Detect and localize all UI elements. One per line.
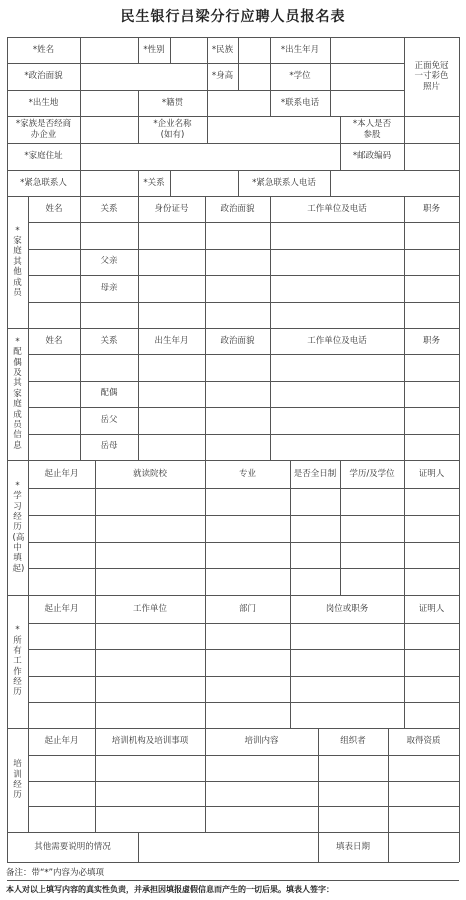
family-cell[interactable] (205, 222, 270, 249)
family-cell[interactable] (404, 275, 459, 302)
work-cell[interactable] (28, 676, 95, 702)
spouse-header-1: 关系 (100, 335, 118, 346)
height-label: *身高 (211, 71, 234, 82)
spouse-section-label-text: *配偶及其家庭成员信息 (13, 337, 22, 451)
spouse-header-5: 职务 (422, 335, 440, 346)
shareholding-label: *本人是否 参股 (352, 118, 392, 140)
grid-line (7, 880, 459, 881)
spouse-cell[interactable] (270, 381, 404, 408)
work-cell[interactable] (404, 702, 459, 728)
education-header-3: 是否全日制 (293, 468, 337, 479)
ethnicity-field[interactable] (238, 37, 270, 63)
family-cell[interactable] (404, 222, 459, 249)
relation-field[interactable] (170, 170, 238, 196)
work-cell[interactable] (404, 676, 459, 702)
work-cell[interactable] (28, 702, 95, 728)
hukou-field[interactable] (207, 90, 270, 116)
spouse-cell[interactable] (205, 354, 270, 381)
work-cell[interactable] (290, 676, 404, 702)
training-cell[interactable] (205, 806, 318, 832)
family-cell[interactable] (138, 249, 205, 276)
family-business-label: *家族是否经商 办企业 (15, 118, 72, 140)
training-header-4: 取得资质 (406, 736, 441, 747)
education-header-2: 专业 (238, 468, 256, 479)
family-relation-1: 父亲 (100, 256, 118, 267)
birth-label: *出生年月 (280, 44, 320, 55)
required-note: 备注：带“*”内容为必填项 (6, 868, 105, 878)
spouse-cell[interactable] (80, 354, 138, 381)
training-cell[interactable] (28, 781, 95, 807)
spouse-cell[interactable] (404, 434, 459, 461)
grid-line (138, 90, 139, 116)
spouse-cell[interactable] (270, 354, 404, 381)
phone-label: *联系电话 (280, 97, 320, 108)
family-cell[interactable] (80, 222, 138, 249)
work-section-label (7, 595, 28, 728)
fill-date-field[interactable] (388, 832, 459, 862)
training-cell[interactable] (28, 755, 95, 781)
work-cell[interactable] (205, 623, 290, 649)
political-label: *政治面貌 (24, 71, 63, 82)
postcode-label: *邮政编码 (352, 151, 392, 162)
family-cell[interactable] (138, 302, 205, 329)
education-cell[interactable] (404, 568, 459, 595)
spouse-cell[interactable] (28, 434, 80, 461)
spouse-cell[interactable] (404, 407, 459, 434)
family-relation-2: 母亲 (100, 282, 118, 293)
work-cell[interactable] (205, 649, 290, 675)
spouse-cell[interactable] (205, 381, 270, 408)
education-cell[interactable] (95, 488, 205, 515)
education-cell[interactable] (95, 542, 205, 569)
education-cell[interactable] (28, 488, 95, 515)
work-cell[interactable] (290, 649, 404, 675)
address-field[interactable] (80, 143, 340, 170)
family-cell[interactable] (404, 302, 459, 329)
education-cell[interactable] (205, 542, 290, 569)
grid-line (459, 196, 460, 328)
family-cell[interactable] (270, 222, 404, 249)
family-business-field[interactable] (80, 116, 138, 143)
education-cell[interactable] (290, 568, 340, 595)
grid-line (340, 143, 341, 170)
training-header-1: 培训机构及培训事项 (111, 736, 189, 747)
education-section-label-text: *学习经历(高中填起) (12, 480, 25, 574)
spouse-header-4: 工作单位及电话 (307, 335, 367, 346)
company-name-label: *企业名称 (如有) (153, 118, 192, 140)
family-header-4: 工作单位及电话 (307, 203, 367, 214)
education-cell[interactable] (28, 515, 95, 542)
family-cell[interactable] (270, 249, 404, 276)
education-header-1: 就读院校 (132, 468, 167, 479)
education-header-0: 起止年月 (44, 468, 79, 479)
family-header-2: 身份证号 (154, 203, 189, 214)
spouse-cell[interactable] (28, 381, 80, 408)
training-cell[interactable] (205, 755, 318, 781)
family-cell[interactable] (28, 222, 80, 249)
spouse-header-2: 出生年月 (154, 335, 189, 346)
education-cell[interactable] (290, 542, 340, 569)
work-cell[interactable] (205, 676, 290, 702)
work-cell[interactable] (205, 702, 290, 728)
training-cell[interactable] (318, 755, 388, 781)
spouse-relation-3: 岳母 (100, 441, 118, 452)
grid-line (138, 37, 139, 63)
photo-placeholder: 正面免冠 一寸彩色 照片 (414, 60, 449, 92)
grid-line (459, 595, 460, 728)
work-header-2: 部门 (238, 603, 256, 614)
education-cell[interactable] (404, 488, 459, 515)
political-field[interactable] (80, 63, 207, 90)
grid-line (7, 862, 459, 863)
training-header-2: 培训内容 (244, 736, 279, 747)
family-cell[interactable] (138, 275, 205, 302)
training-section-label (7, 728, 28, 832)
work-cell[interactable] (95, 676, 205, 702)
family-cell[interactable] (80, 302, 138, 329)
family-cell[interactable] (205, 249, 270, 276)
education-section-label (7, 460, 28, 595)
ethnicity-label: *民族 (211, 44, 234, 55)
emergency-phone-label: *紧急联系人电话 (252, 177, 316, 188)
education-header-4: 学历/及学位 (349, 468, 395, 479)
address-label: *家庭住址 (24, 151, 63, 162)
relation-label: *关系 (143, 177, 165, 188)
education-cell[interactable] (290, 488, 340, 515)
work-cell[interactable] (28, 623, 95, 649)
spouse-relation-1: 配偶 (100, 388, 118, 399)
spouse-cell[interactable] (28, 407, 80, 434)
spouse-cell[interactable] (270, 434, 404, 461)
spouse-cell[interactable] (28, 354, 80, 381)
work-header-4: 证明人 (418, 603, 445, 614)
work-cell[interactable] (290, 702, 404, 728)
grid-line (207, 37, 208, 63)
family-cell[interactable] (404, 249, 459, 276)
grid-line (459, 832, 460, 862)
form-title: 民生银行吕梁分行应聘人员报名表 (120, 9, 346, 25)
family-section-label (7, 196, 28, 328)
gender-label: *性别 (143, 44, 165, 55)
training-section-label-text: 培训经历 (13, 759, 22, 801)
emergency-contact-field[interactable] (80, 170, 138, 196)
family-cell[interactable] (28, 275, 80, 302)
work-cell[interactable] (28, 649, 95, 675)
spouse-cell[interactable] (138, 407, 205, 434)
grid-line (270, 37, 271, 63)
training-cell[interactable] (95, 755, 205, 781)
training-cell[interactable] (318, 806, 388, 832)
education-header-5: 证明人 (418, 468, 445, 479)
training-cell[interactable] (95, 781, 205, 807)
training-cell[interactable] (95, 806, 205, 832)
work-cell[interactable] (404, 623, 459, 649)
gender-field[interactable] (170, 37, 207, 63)
company-name-field[interactable] (207, 116, 340, 143)
education-cell[interactable] (340, 488, 404, 515)
education-cell[interactable] (205, 568, 290, 595)
spouse-cell[interactable] (404, 354, 459, 381)
spouse-cell[interactable] (205, 434, 270, 461)
spouse-cell[interactable] (205, 407, 270, 434)
training-cell[interactable] (205, 781, 318, 807)
spouse-relation-2: 岳父 (100, 414, 118, 425)
declaration-note: 本人对以上填写内容的真实性负责，并承担因填报虚假信息而产生的一切后果。填表人签字： (6, 885, 334, 894)
education-cell[interactable] (340, 542, 404, 569)
degree-field[interactable] (330, 63, 404, 90)
work-cell[interactable] (95, 702, 205, 728)
postcode-field[interactable] (404, 143, 459, 170)
work-cell[interactable] (95, 649, 205, 675)
degree-label: *学位 (289, 71, 311, 82)
grid-line (459, 460, 460, 595)
family-cell[interactable] (270, 275, 404, 302)
training-cell[interactable] (28, 806, 95, 832)
education-cell[interactable] (290, 515, 340, 542)
spouse-header-3: 政治面貌 (220, 335, 255, 346)
grid-line (459, 328, 460, 460)
birth-field[interactable] (330, 37, 404, 63)
family-cell[interactable] (28, 249, 80, 276)
education-cell[interactable] (95, 568, 205, 595)
grid-line (270, 90, 271, 116)
spouse-section-label (7, 328, 28, 460)
work-cell[interactable] (290, 623, 404, 649)
grid-line (138, 116, 139, 143)
training-cell[interactable] (388, 806, 459, 832)
work-header-3: 岗位或职务 (325, 603, 369, 614)
spouse-cell[interactable] (138, 381, 205, 408)
work-cell[interactable] (95, 623, 205, 649)
training-cell[interactable] (318, 781, 388, 807)
hukou-label: *籍贯 (161, 97, 184, 108)
training-cell[interactable] (388, 781, 459, 807)
education-cell[interactable] (205, 515, 290, 542)
spouse-cell[interactable] (138, 354, 205, 381)
education-cell[interactable] (340, 568, 404, 595)
grid-line (138, 170, 139, 196)
work-cell[interactable] (404, 649, 459, 675)
spouse-cell[interactable] (270, 407, 404, 434)
grid-line (459, 728, 460, 832)
work-section-label-text: *所有工作经历 (13, 625, 22, 698)
training-header-0: 起止年月 (44, 736, 79, 747)
education-cell[interactable] (28, 568, 95, 595)
family-header-1: 关系 (100, 203, 118, 214)
education-cell[interactable] (404, 542, 459, 569)
shareholding-field[interactable] (404, 116, 459, 143)
height-field[interactable] (238, 63, 270, 90)
grid-line (238, 170, 239, 196)
fill-date-label: 填表日期 (335, 841, 370, 852)
family-cell[interactable] (138, 222, 205, 249)
family-section-label-text: *家庭其他成员 (13, 225, 22, 298)
education-cell[interactable] (95, 515, 205, 542)
spouse-cell[interactable] (404, 381, 459, 408)
family-cell[interactable] (270, 302, 404, 329)
family-cell[interactable] (205, 275, 270, 302)
family-cell[interactable] (28, 302, 80, 329)
education-cell[interactable] (404, 515, 459, 542)
education-cell[interactable] (340, 515, 404, 542)
phone-field[interactable] (330, 90, 404, 116)
birthplace-label: *出生地 (28, 97, 59, 108)
work-header-1: 工作单位 (132, 603, 167, 614)
grid-line (207, 63, 208, 90)
other-info-field[interactable] (138, 832, 318, 862)
emergency-phone-field[interactable] (330, 170, 459, 196)
spouse-header-0: 姓名 (45, 335, 63, 346)
name-label: *姓名 (32, 44, 55, 55)
family-header-3: 政治面貌 (220, 203, 255, 214)
grid-line (459, 37, 460, 196)
name-field[interactable] (80, 37, 138, 63)
education-cell[interactable] (28, 542, 95, 569)
family-header-5: 职务 (422, 203, 440, 214)
grid-line (340, 116, 341, 143)
spouse-cell[interactable] (138, 434, 205, 461)
training-cell[interactable] (388, 755, 459, 781)
grid-line (270, 63, 271, 90)
family-header-0: 姓名 (45, 203, 63, 214)
other-info-label: 其他需要说明的情况 (34, 841, 111, 852)
training-header-3: 组织者 (340, 736, 366, 747)
family-cell[interactable] (205, 302, 270, 329)
education-cell[interactable] (205, 488, 290, 515)
work-header-0: 起止年月 (44, 603, 79, 614)
emergency-contact-label: *紧急联系人 (20, 177, 67, 188)
birthplace-field[interactable] (80, 90, 138, 116)
